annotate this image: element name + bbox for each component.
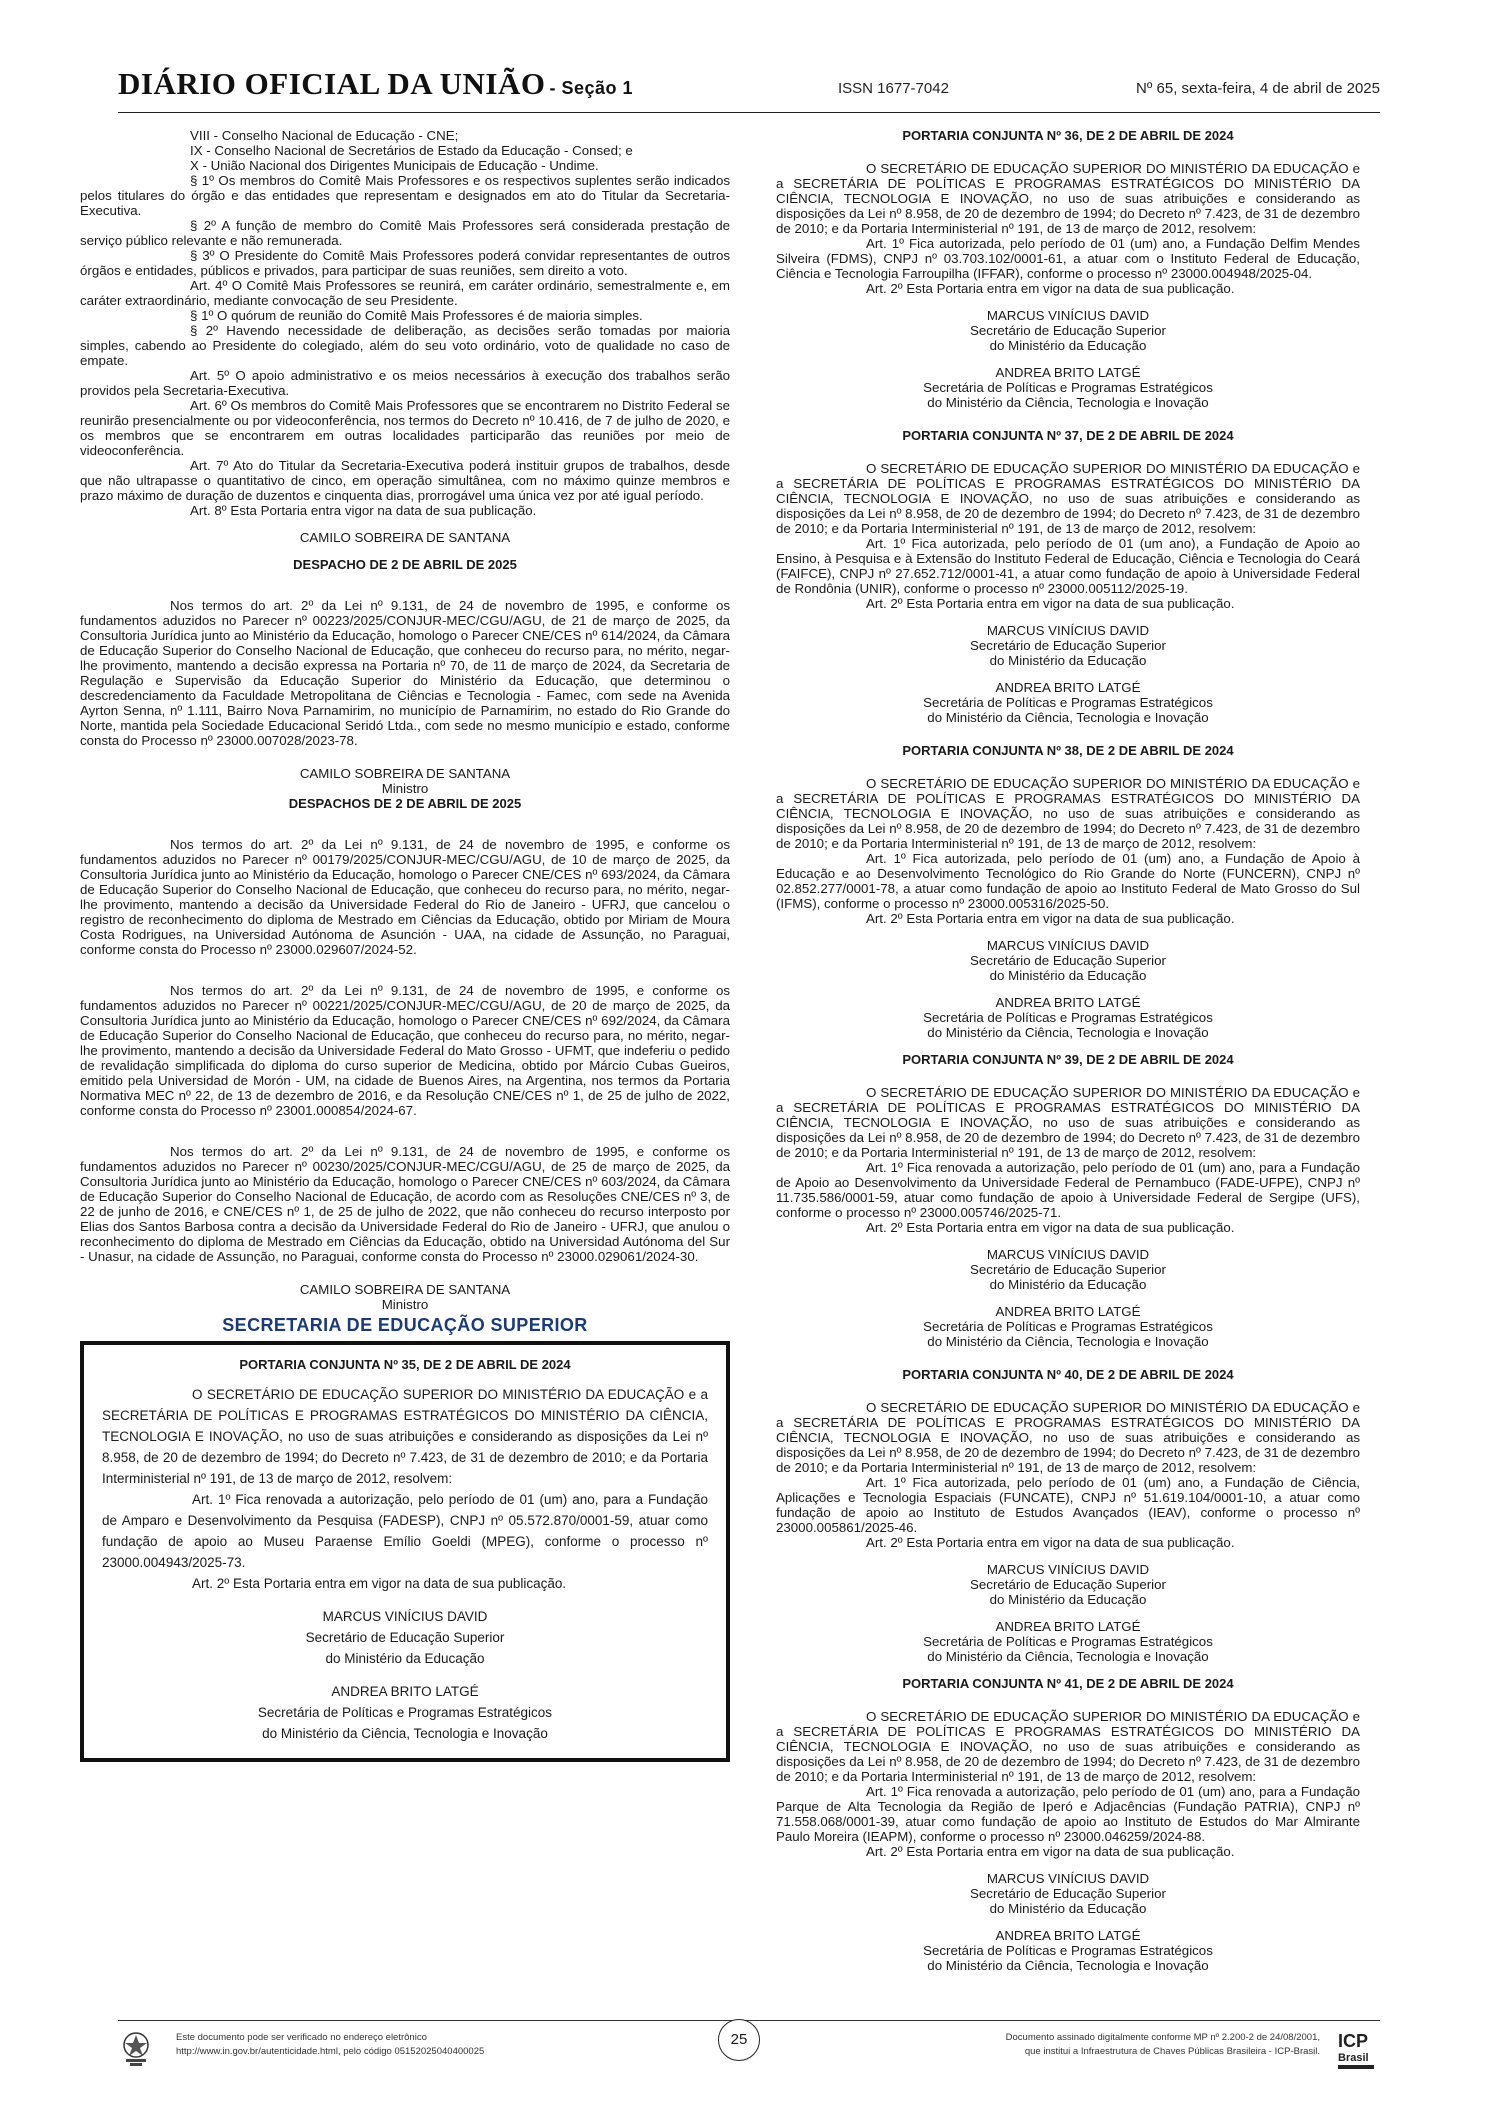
portaria-title: PORTARIA CONJUNTA Nº 40, DE 2 DE ABRIL DE 2024 <box>902 1367 1234 1382</box>
signature-role: do Ministério da Ciência, Tecnologia e Inovação <box>927 1025 1209 1040</box>
portaria-title: PORTARIA CONJUNTA Nº 37, DE 2 DE ABRIL DE 2024 <box>902 428 1234 443</box>
left-column <box>80 128 730 1762</box>
paragraph: Art. 1º Fica renovada a autorização, pelo período de 01 (um) ano, para a Fundação Parque de Alta Tecnologia da Região de Iperó e Adjacências (Fundação PATRIA), CNPJ nº 71.558.068/0001-39, atuar como fundação de apoio ao Instituto de Estudos do Mar Almirante Paulo Moreira (IEAPM), conforme o processo nº 23000.046259/2024-88. <box>776 1784 1360 1844</box>
section-label: - Seção 1 <box>549 78 634 98</box>
signature-name: MARCUS VINÍCIUS DAVID <box>322 1609 488 1624</box>
portaria-title: PORTARIA CONJUNTA Nº 41, DE 2 DE ABRIL DE 2024 <box>902 1676 1234 1691</box>
paragraph: Nos termos do art. 2º da Lei nº 9.131, de 24 de novembro de 1995, e conforme os fundamentos aduzidos no Parecer nº 00230/2025/CONJUR-MEC/CGU/AGU, de 25 de março de 2025, da Consultoria Jurídica junto ao Ministério da Educação, homologo o Parecer CNE/CES nº 603/2024, da Câmara de Educação Superior do Conselho Nacional de Educação, de acordo com as Resoluções CNE/CES nº 3, de 22 de junho de 2016, e CNE/CES nº 1, de 25 de julho de 2022, que não conheceu do recurso interposto por Elias dos Santos Barbosa contra a decisão da Universidade Federal do Rio de Janeiro - UFRJ, que anulou o reconhecimento do diploma de Mestrado em Ciências da Educação, obtido na Universidad Autónoma del Sur - Unasur, na cidade de Assunção, no Paraguai, conforme consta do Processo nº 23000.029061/2024-30. <box>80 1144 730 1264</box>
signature-name: CAMILO SOBREIRA DE SANTANA <box>299 766 511 781</box>
paragraph: Art. 7º Ato do Titular da Secretaria-Executiva poderá instituir grupos de trabalhos, desde que não ultrapasse o quantitativo de cinco, em operação simultânea, com no máximo quinze membros e prazo máximo de duração de duzentos e cinquenta dias, prorrogável uma única vez por até igual período. <box>80 458 730 503</box>
newspaper-title <box>118 66 633 102</box>
paragraph: Art. 2º Esta Portaria entra em vigor na data de sua publicação. <box>866 1844 1235 1859</box>
page-footer <box>118 2020 1380 2081</box>
signature-role: do Ministério da Ciência, Tecnologia e Inovação <box>927 1649 1209 1664</box>
portaria-title: PORTARIA CONJUNTA Nº 38, DE 2 DE ABRIL DE 2024 <box>902 743 1234 758</box>
signature-role: Secretária de Políticas e Programas Estratégicos <box>923 695 1213 710</box>
paragraph: § 2º Havendo necessidade de deliberação, as decisões serão tomadas por maioria simples, cabendo ao Presidente do colegiado, além do seu voto ordinário, voto de qualidade no caso de empate. <box>80 323 730 368</box>
signature-role: Secretária de Políticas e Programas Estratégicos <box>923 1943 1213 1958</box>
paragraph: § 1º Os membros do Comitê Mais Professores e os respectivos suplentes serão indicados pelos titulares do órgão e das entidades que representam e designados em ato do Titular da Secretaria-Executiva. <box>80 173 730 218</box>
svg-text:Brasil: Brasil <box>1338 2052 1369 2064</box>
paragraph: O SECRETÁRIO DE EDUCAÇÃO SUPERIOR DO MINISTÉRIO DA EDUCAÇÃO e a SECRETÁRIA DE POLÍTICAS E PROGRAMAS ESTRATÉGICOS DO MINISTÉRIO DA CIÊNCIA, TECNOLOGIA E INOVAÇÃO, no uso de suas atribuições e considerando as disposições da Lei nº 8.958, de 20 de dezembro de 1994; do Decreto nº 7.423, de 31 de dezembro de 2010; e da Portaria Interministerial nº 191, de 13 de março de 2012, resolvem: <box>776 161 1360 236</box>
page-number: 25 <box>718 2019 760 2061</box>
portaria-title: PORTARIA CONJUNTA Nº 39, DE 2 DE ABRIL DE 2024 <box>902 1052 1234 1067</box>
portaria-title: PORTARIA CONJUNTA Nº 36, DE 2 DE ABRIL DE 2024 <box>902 128 1234 143</box>
verification-notice <box>176 2031 484 2059</box>
signature-notice <box>1006 2031 1320 2059</box>
portaria-title: PORTARIA CONJUNTA Nº 35, DE 2 DE ABRIL DE 2024 <box>239 1357 571 1372</box>
svg-text:ICP: ICP <box>1338 2031 1369 2051</box>
paragraph: Art. 2º Esta Portaria entra em vigor na data de sua publicação. <box>866 911 1235 926</box>
paragraph: O SECRETÁRIO DE EDUCAÇÃO SUPERIOR DO MINISTÉRIO DA EDUCAÇÃO e a SECRETÁRIA DE POLÍTICAS E PROGRAMAS ESTRATÉGICOS DO MINISTÉRIO DA CIÊNCIA, TECNOLOGIA E INOVAÇÃO, no uso de suas atribuições e considerando as disposições da Lei nº 8.958, de 20 de dezembro de 1994; do Decreto nº 7.423, de 31 de dezembro de 2010; e da Portaria Interministerial nº 191, de 13 de março de 2012, resolvem: <box>776 1400 1360 1475</box>
signature-role: Secretária de Políticas e Programas Estratégicos <box>257 1705 553 1720</box>
paragraph: Art. 2º Esta Portaria entra em vigor na data de sua publicação. <box>866 596 1235 611</box>
footer-text: Este documento pode ser verificado no endereço eletrônico <box>176 2032 427 2043</box>
paragraph: Nos termos do art. 2º da Lei nº 9.131, de 24 de novembro de 1995, e conforme os fundamentos aduzidos no Parecer nº 00179/2025/CONJUR-MEC/CGU/AGU, de 10 de março de 2025, da Consultoria Jurídica junto ao Ministério da Educação, homologo o Parecer CNE/CES nº 693/2024, da Câmara de Educação Superior do Conselho Nacional de Educação, que conheceu do recurso para, no mérito, negar-lhe provimento, mantendo a decisão da Universidade Federal do Rio de Janeiro - UFRJ, que cancelou o registro de reconhecimento do diploma de Mestrado em Ciências da Educação, obtido por Miriam de Moura Costa Rodrigues, na Universidad Autónoma de Asunción - UAA, na cidade de Assunção, no Paraguai, conforme consta do Processo nº 23000.029607/2024-52. <box>80 837 730 957</box>
verification-link[interactable]: http://www.in.gov.br/autenticidade.html, pelo código 05152025040400025 <box>176 2046 485 2057</box>
paragraph: O SECRETÁRIO DE EDUCAÇÃO SUPERIOR DO MINISTÉRIO DA EDUCAÇÃO e a SECRETÁRIA DE POLÍTICAS E PROGRAMAS ESTRATÉGICOS DO MINISTÉRIO DA CIÊNCIA, TECNOLOGIA E INOVAÇÃO, no uso de suas atribuições e considerando as disposições da Lei nº 8.958, de 20 de dezembro de 1994; do Decreto nº 7.423, de 31 de dezembro de 2010; e da Portaria Interministerial nº 191, de 13 de março de 2012, resolvem: <box>776 1709 1360 1784</box>
signature-role: Secretário de Educação Superior <box>970 1577 1166 1592</box>
issn: ISSN 1677-7042 <box>838 80 949 97</box>
signature-role: Secretária de Políticas e Programas Estratégicos <box>923 380 1213 395</box>
paragraph: X - União Nacional dos Dirigentes Municipais de Educação - Undime. <box>190 158 599 173</box>
signature-name: MARCUS VINÍCIUS DAVID <box>986 938 1150 953</box>
signature-role: Ministro <box>381 781 429 796</box>
paragraph: Art. 2º Esta Portaria entra em vigor na data de sua publicação. <box>866 1220 1235 1235</box>
signature-role: Secretário de Educação Superior <box>970 323 1166 338</box>
signature-role: do Ministério da Ciência, Tecnologia e Inovação <box>927 1958 1209 1973</box>
paragraph: O SECRETÁRIO DE EDUCAÇÃO SUPERIOR DO MINISTÉRIO DA EDUCAÇÃO e a SECRETÁRIA DE POLÍTICAS E PROGRAMAS ESTRATÉGICOS DO MINISTÉRIO DA CIÊNCIA, TECNOLOGIA E INOVAÇÃO, no uso de suas atribuições e considerando as disposições da Lei nº 8.958, de 20 de dezembro de 1994; do Decreto nº 7.423, de 31 de dezembro de 2010; e da Portaria Interministerial nº 191, de 13 de março de 2012, resolvem: <box>102 1387 708 1486</box>
paragraph: Nos termos do art. 2º da Lei nº 9.131, de 24 de novembro de 1995, e conforme os fundamentos aduzidos no Parecer nº 00221/2025/CONJUR-MEC/CGU/AGU, de 20 de março de 2025, da Consultoria Jurídica junto ao Ministério da Educação, homologo o Parecer CNE/CES nº 692/2024, da Câmara de Educação Superior do Conselho Nacional de Educação, que conheceu do recurso para, no mérito, negar-lhe provimento, mantendo a decisão da Universidade Federal do Mato Grosso - UFMT, que indeferiu o pedido de revalidação simplificada do diploma do curso superior de Medicina, obtido por Márcio Cubas Gueiros, emitido pela Universidad de Morón - UM, na cidade de Buenos Aires, na Argentina, nos termos da Portaria Normativa MEC nº 22, de 13 de dezembro de 2016, e da Resolução CNE/CES nº 1, de 25 de julho de 2022, conforme consta do Processo nº 23001.000854/2024-67. <box>80 983 730 1118</box>
signature-role: Secretária de Políticas e Programas Estratégicos <box>923 1319 1213 1334</box>
paragraph: O SECRETÁRIO DE EDUCAÇÃO SUPERIOR DO MINISTÉRIO DA EDUCAÇÃO e a SECRETÁRIA DE POLÍTICAS E PROGRAMAS ESTRATÉGICOS DO MINISTÉRIO DA CIÊNCIA, TECNOLOGIA E INOVAÇÃO, no uso de suas atribuições e considerando as disposições da Lei nº 8.958, de 20 de dezembro de 1994; do Decreto nº 7.423, de 31 de dezembro de 2010; e da Portaria Interministerial nº 191, de 13 de março de 2012, resolvem: <box>776 776 1360 851</box>
paragraph: Art. 5º O apoio administrativo e os meios necessários à execução dos trabalhos serão providos pela Secretaria-Executiva. <box>80 368 730 398</box>
signature-name: ANDREA BRITO LATGÉ <box>995 995 1141 1010</box>
paragraph: § 1º O quórum de reunião do Comitê Mais Professores é de maioria simples. <box>190 308 643 323</box>
signature-name: ANDREA BRITO LATGÉ <box>995 680 1141 695</box>
footer-text: Documento assinado digitalmente conforme MP nº 2.200-2 de 24/08/2001, <box>1005 2032 1320 2043</box>
signature-role: do Ministério da Educação <box>325 1651 485 1666</box>
paragraph: IX - Conselho Nacional de Secretários de Estado da Educação - Consed; e <box>190 143 633 158</box>
despachos-title: DESPACHOS DE 2 DE ABRIL DE 2025 <box>288 796 522 811</box>
signature-role: do Ministério da Educação <box>989 1901 1147 1916</box>
signature-name: MARCUS VINÍCIUS DAVID <box>986 623 1150 638</box>
signature-name: CAMILO SOBREIRA DE SANTANA <box>299 1282 511 1297</box>
signature-role: Secretário de Educação Superior <box>305 1630 505 1645</box>
signature-role: Secretário de Educação Superior <box>970 638 1166 653</box>
signature-role: Secretário de Educação Superior <box>970 1262 1166 1277</box>
signature-role: do Ministério da Educação <box>989 653 1147 668</box>
signature-name: MARCUS VINÍCIUS DAVID <box>986 308 1150 323</box>
right-column <box>776 128 1360 1973</box>
signature-role: Secretário de Educação Superior <box>970 1886 1166 1901</box>
signature-name: ANDREA BRITO LATGÉ <box>995 1304 1141 1319</box>
signature-name: ANDREA BRITO LATGÉ <box>995 1619 1141 1634</box>
coat-of-arms-icon <box>118 2029 154 2069</box>
paragraph: § 2º A função de membro do Comitê Mais Professores será considerada prestação de serviço público relevante e não remunerada. <box>80 218 730 248</box>
signature-name: MARCUS VINÍCIUS DAVID <box>986 1562 1150 1577</box>
paragraph: Art. 4º O Comitê Mais Professores se reunirá, em caráter ordinário, semestralmente e, em caráter extraordinário, mediante convocação de seu Presidente. <box>80 278 730 308</box>
signature-name: CAMILO SOBREIRA DE SANTANA <box>299 530 511 545</box>
signature-role: do Ministério da Ciência, Tecnologia e Inovação <box>927 1334 1209 1349</box>
paragraph: VIII - Conselho Nacional de Educação - CNE; <box>190 128 459 143</box>
paragraph: Art. 1º Fica renovada a autorização, pelo período de 01 (um) ano, para a Fundação de Amparo e Desenvolvimento da Pesquisa (FADESP), CNPJ nº 05.572.870/0001-59, atuar como fundação de apoio ao Museu Paraense Emílio Goeldi (MPEG), conforme o processo nº 23000.004943/2025-73. <box>102 1492 708 1570</box>
paragraph: Art. 2º Esta Portaria entra em vigor na data de sua publicação. <box>866 1535 1235 1550</box>
paragraph: Art. 1º Fica autorizada, pelo período de 01 (um) ano, a Fundação de Apoio à Educação e ao Desenvolvimento Tecnológico do Rio Grande do Norte (FUNCERN), CNPJ nº 02.852.277/0001-78, a atuar como fundação de apoio ao Instituto Federal de Mato Grosso do Sul (IFMS), conforme o processo nº 23000.005316/2025-50. <box>776 851 1360 911</box>
signature-role: do Ministério da Educação <box>989 1592 1147 1607</box>
signature-role: Secretária de Políticas e Programas Estratégicos <box>923 1010 1213 1025</box>
signature-name: ANDREA BRITO LATGÉ <box>995 365 1141 380</box>
masthead <box>118 62 1380 113</box>
paragraph: Art. 1º Fica autorizada, pelo período de 01 (um) ano, a Fundação de Ciência, Aplicações e Tecnologia Espaciais (FUNCATE), CNPJ nº 51.619.104/0001-10, a atuar como fundação de apoio ao Instituto de Estudos Avançados (IEAV), conforme o processo nº 23000.005861/2025-46. <box>776 1475 1360 1535</box>
signature-role: do Ministério da Educação <box>989 338 1147 353</box>
paragraph: O SECRETÁRIO DE EDUCAÇÃO SUPERIOR DO MINISTÉRIO DA EDUCAÇÃO e a SECRETÁRIA DE POLÍTICAS E PROGRAMAS ESTRATÉGICOS DO MINISTÉRIO DA CIÊNCIA, TECNOLOGIA E INOVAÇÃO, no uso de suas atribuições e considerando as disposições da Lei nº 8.958, de 20 de dezembro de 1994; do Decreto nº 7.423, de 31 de dezembro de 2010; e da Portaria Interministerial nº 191, de 13 de março de 2012, resolvem: <box>776 461 1360 536</box>
signature-name: MARCUS VINÍCIUS DAVID <box>986 1247 1150 1262</box>
paragraph: Art. 8º Esta Portaria entra vigor na data de sua publicação. <box>190 503 537 518</box>
signature-role: do Ministério da Educação <box>989 1277 1147 1292</box>
paragraph: Art. 2º Esta Portaria entra em vigor na data de sua publicação. <box>192 1576 567 1591</box>
signature-role: do Ministério da Ciência, Tecnologia e Inovação <box>262 1726 548 1741</box>
icp-brasil-logo-icon <box>1334 2025 1380 2075</box>
signature-name: MARCUS VINÍCIUS DAVID <box>986 1871 1150 1886</box>
despacho-title: DESPACHO DE 2 DE ABRIL DE 2025 <box>293 557 517 572</box>
signature-role: Secretária de Políticas e Programas Estratégicos <box>923 1634 1213 1649</box>
signature-role: do Ministério da Ciência, Tecnologia e Inovação <box>927 395 1209 410</box>
footer-text: que institui a Infraestrutura de Chaves Públicas Brasileira - ICP-Brasil. <box>1024 2046 1320 2057</box>
paragraph: § 3º O Presidente do Comitê Mais Professores poderá convidar representantes de outros órgãos e entidades, públicos e privados, para participar de suas reuniões, sem direito a voto. <box>80 248 730 278</box>
paragraph: Nos termos do art. 2º da Lei nº 9.131, de 24 de novembro de 1995, e conforme os fundamentos aduzidos no Parecer nº 00223/2025/CONJUR-MEC/CGU/AGU, de 21 de março de 2025, da Consultoria Jurídica junto ao Ministério da Educação, homologo o Parecer CNE/CES nº 614/2024, da Câmara de Educação Superior do Conselho Nacional de Educação, que conheceu do recurso para, no mérito, negar-lhe provimento, mantendo a decisão expressa na Portaria nº 70, de 11 de março de 2024, da Secretaria de Regulação e Supervisão da Educação Superior do Ministério da Educação, que determinou o descredenciamento da Faculdade Metropolitana de Ciências e Tecnologia - Famec, com sede na Avenida Ayrton Senna, nº 1.111, Bairro Nova Parnamirim, no município de Parnamirim, no estado do Rio Grande do Norte, mantida pela Sociedade Educacional Seridó Ltda., com sede no mesmo município e estado, conforme consta do Processo nº 23000.007028/2023-78. <box>80 598 730 748</box>
paragraph: Art. 1º Fica autorizada, pelo período de 01 (um ano), a Fundação de Apoio ao Ensino, à Pesquisa e à Extensão do Instituto Federal de Educação, Ciência e Tecnologia do Ceará (FAIFCE), CNPJ nº 27.652.712/0001-41, a atuar como fundação de apoio à Universidade Federal de Rondônia (UNIR), conforme o processo nº 23000.005112/2025-19. <box>776 536 1360 596</box>
signature-role: Secretário de Educação Superior <box>970 953 1166 968</box>
paragraph: Art. 1º Fica renovada a autorização, pelo período de 01 (um) ano, para a Fundação de Apoio ao Desenvolvimento da Universidade Federal de Pernambuco (FADE-UFPE), CNPJ nº 11.735.586/0001-59, atuar como fundação de apoio à Universidade Federal de Sergipe (UFS), conforme o processo nº 23000.005746/2025-71. <box>776 1160 1360 1220</box>
signature-role: Ministro <box>381 1297 429 1312</box>
paragraph: Art. 1º Fica autorizada, pelo período de 01 (um) ano, a Fundação Delfim Mendes Silveira (FDMS), CNPJ nº 03.703.102/0001-61, a atuar com o Instituto Federal de Educação, Ciência e Tecnologia Farroupilha (IFFAR), conforme o processo nº 23000.004948/2025-04. <box>776 236 1360 281</box>
paragraph: O SECRETÁRIO DE EDUCAÇÃO SUPERIOR DO MINISTÉRIO DA EDUCAÇÃO e a SECRETÁRIA DE POLÍTICAS E PROGRAMAS ESTRATÉGICOS DO MINISTÉRIO DA CIÊNCIA, TECNOLOGIA E INOVAÇÃO, no uso de suas atribuições e considerando as disposições da Lei nº 8.958, de 20 de dezembro de 1994; do Decreto nº 7.423, de 31 de dezembro de 2010; e da Portaria Interministerial nº 191, de 13 de março de 2012, resolvem: <box>776 1085 1360 1160</box>
signature-name: ANDREA BRITO LATGÉ <box>995 1928 1141 1943</box>
signature-role: do Ministério da Ciência, Tecnologia e Inovação <box>927 710 1209 725</box>
boxed-portaria <box>80 1341 730 1762</box>
signature-role: do Ministério da Educação <box>989 968 1147 983</box>
title-text: DIÁRIO OFICIAL DA UNIÃO <box>118 66 546 101</box>
section-heading: SECRETARIA DE EDUCAÇÃO SUPERIOR <box>222 1315 588 1335</box>
edition-date: Nº 65, sexta-feira, 4 de abril de 2025 <box>1136 80 1380 97</box>
paragraph: Art. 2º Esta Portaria entra em vigor na data de sua publicação. <box>866 281 1235 296</box>
signature-name: ANDREA BRITO LATGÉ <box>331 1684 479 1699</box>
paragraph: Art. 6º Os membros do Comitê Mais Professores que se encontrarem no Distrito Federal se reunirão presencialmente ou por videoconferência, nos termos do Decreto nº 10.416, de 7 de julho de 2020, e os membros que se encontrarem em outras localidades participarão das reuniões por meio de videoconferência. <box>80 398 730 458</box>
